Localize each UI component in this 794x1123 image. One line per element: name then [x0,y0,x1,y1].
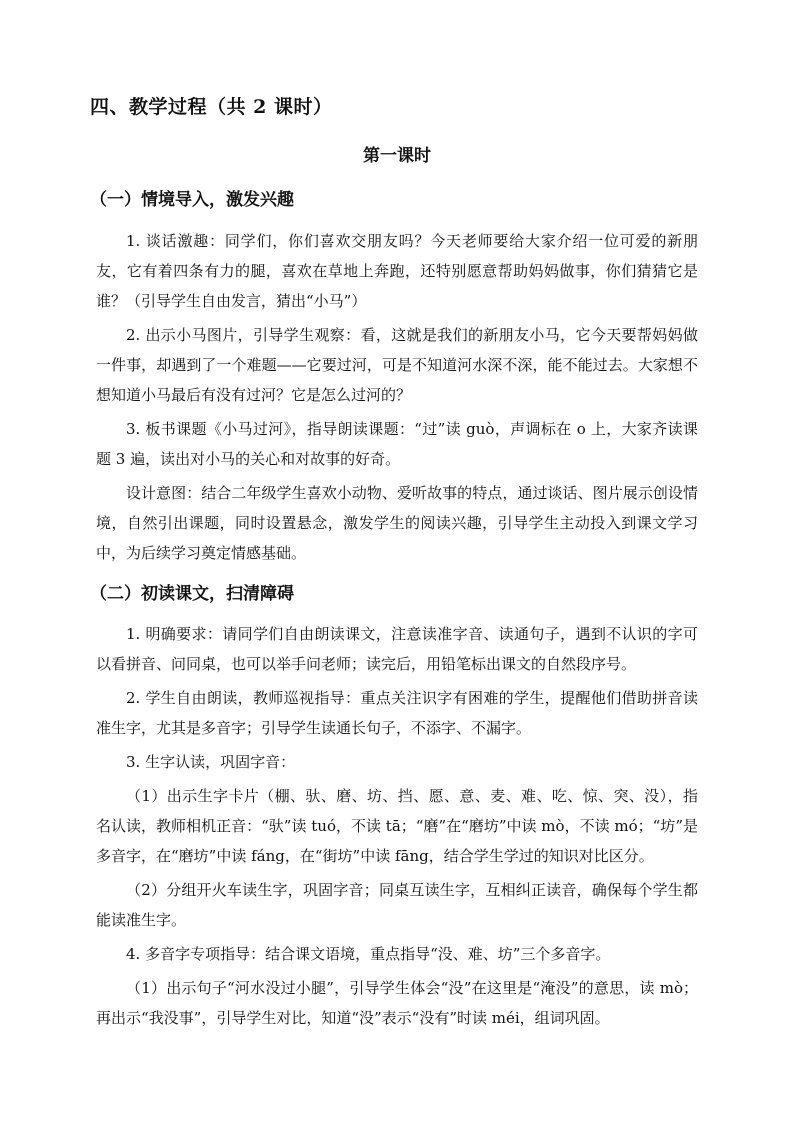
paragraph: 1. 明确要求：请同学们自由朗读课文，注意读准字音、读通句子，遇到不认识的字可以看拼音、问同桌，也可以举手问老师；读完后，用铅笔标出课文的自然段序号。 [96,625,698,674]
design-intent-paragraph: 设计意图：结合二年级学生喜欢小动物、爱听故事的特点，通过谈话、图片展示创设情境，自然引出课题，同时设置悬念，激发学生的阅读兴趣，引导学生主动投入到课文学习中，为后续学习奠定情感基础。 [96,483,698,562]
paragraph: 2. 学生自由朗读，教师巡视指导：重点关注识字有困难的学生，提醒他们借助拼音读准生字，尤其是多音字；引导学生读通长句子，不添字、不漏字。 [96,689,698,738]
paragraph: 1. 谈话激趣：同学们，你们喜欢交朋友吗？今天老师要给大家介绍一位可爱的新朋友，它有着四条有力的腿，喜欢在草地上奔跑，还特别愿意帮助妈妈做事，你们猜猜它是谁？（引导学生自由发言，猜出“小马”） [96,231,698,310]
section-heading: 四、教学过程（共 2 课时） [90,96,333,118]
paragraph: 3. 板书课题《小马过河》，指导朗读课题：“过”读 guò，声调标在 o 上，大家齐读课题 3 遍，读出对小马的关心和对故事的好奇。 [96,419,698,468]
paragraph: （1）出示生字卡片（棚、驮、磨、坊、挡、愿、意、麦、难、吃、惊、突、没），指名认读，教师相机正音：“驮”读 tuó，不读 tā；“磨”在“磨坊”中读 mò，不读 mó；“坊”是多音字，在“磨坊”中读 fáng，在“街坊”中读 fāng，结合学生学过的知识对比区分。 [96,787,698,866]
subsection-title-2: （二）初读课文，扫清障碍 [90,583,294,604]
document-content [90,94,698,1037]
paragraph: （1）出示句子“河水没过小腿”，引导学生体会“没”在这里是“淹没”的意思，读 mò；再出示“我没事”，引导学生对比，知道“没”表示“没有”时读 méi，组词巩固。 [96,979,698,1028]
paragraph: 2. 出示小马图片，引导学生观察：看，这就是我们的新朋友小马，它今天要帮妈妈做一件事，却遇到了一个难题——它要过河，可是不知道河水深不深，能不能过去。大家想不想知道小马最后有没有过河？它是怎么过河的？ [96,325,698,404]
paragraph: 3. 生字认读，巩固字音： [126,753,296,772]
paragraph: （2）分组开火车读生字，巩固字音；同桌互读生字，互相纠正读音，确保每个学生都能读准生字。 [96,881,698,930]
lesson-title: 第一课时 [363,145,431,166]
paragraph: 4. 多音字专项指导：结合课文语境，重点指导“没、难、坊”三个多音字。 [126,945,611,964]
subsection-title-1: （一）情境导入，激发兴趣 [90,190,294,211]
